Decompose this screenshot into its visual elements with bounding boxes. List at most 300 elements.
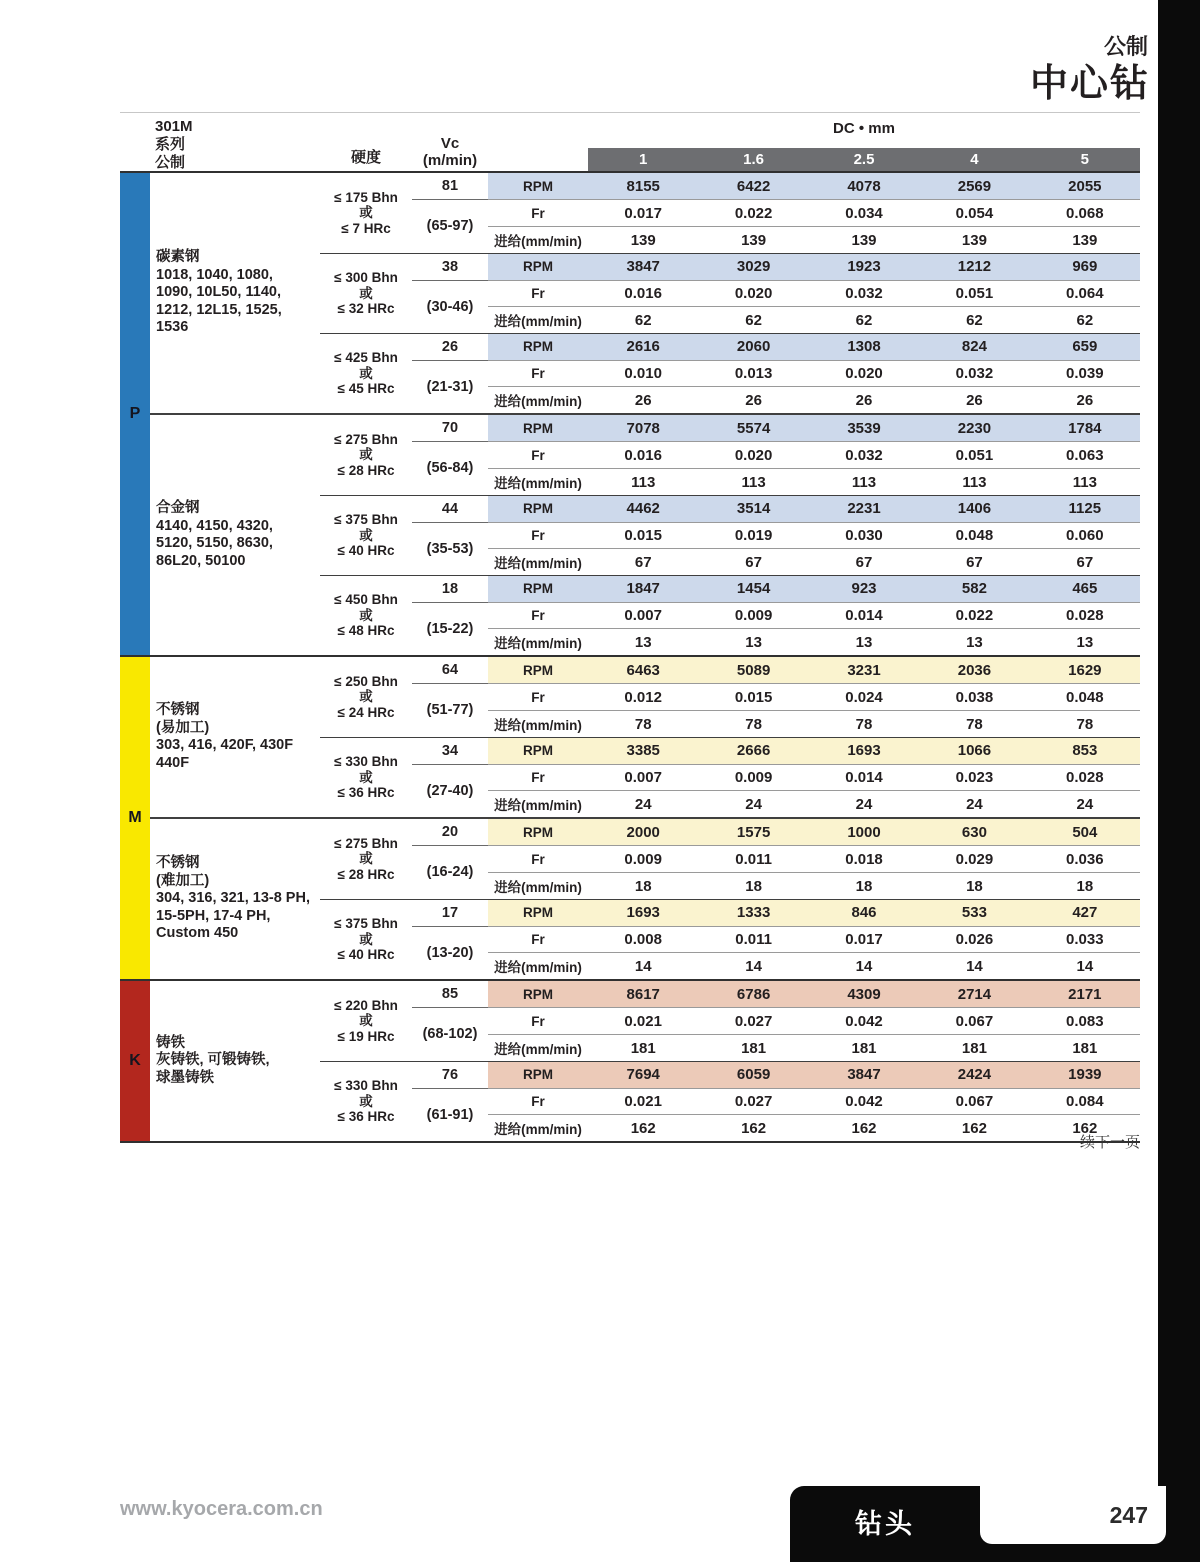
row-label: RPM bbox=[523, 339, 553, 355]
fr-value: 0.051 bbox=[955, 285, 994, 302]
speed-block bbox=[320, 575, 1140, 655]
material-name-line: 碳素钢 bbox=[156, 249, 200, 266]
rpm-value: 1000 bbox=[847, 823, 881, 841]
hardness-range bbox=[320, 657, 412, 737]
feed-value: 162 bbox=[961, 1119, 987, 1137]
rpm-value: 8617 bbox=[626, 985, 660, 1003]
row-label: 进给(mm/min) bbox=[494, 960, 582, 976]
feed-value: 24 bbox=[855, 795, 873, 813]
fr-row bbox=[488, 1007, 1140, 1034]
vc-cell bbox=[412, 657, 488, 737]
hardness-blocks bbox=[320, 657, 1140, 817]
row-label: Fr bbox=[531, 528, 545, 543]
row-label: Fr bbox=[531, 689, 545, 705]
row-label: Fr bbox=[531, 366, 545, 381]
hardness-line: 或 bbox=[359, 1093, 373, 1109]
hardness-range bbox=[320, 738, 412, 817]
hardness-range bbox=[320, 981, 412, 1061]
vc-cell bbox=[412, 334, 488, 413]
row-label: 进给(mm/min) bbox=[494, 314, 582, 330]
vc-cell bbox=[412, 173, 488, 253]
rpm-row bbox=[488, 334, 1140, 360]
fr-value: 0.007 bbox=[624, 769, 662, 786]
hardness-range bbox=[320, 576, 412, 655]
hardness-line: 或 bbox=[359, 607, 373, 623]
material-name-line: 1536 bbox=[156, 319, 189, 336]
fr-value: 0.036 bbox=[1066, 850, 1104, 868]
rpm-value: 582 bbox=[961, 580, 987, 598]
feed-value: 14 bbox=[855, 957, 873, 975]
material-name-line: (难加工) bbox=[156, 872, 210, 889]
vc-cell bbox=[412, 415, 488, 495]
feed-row bbox=[488, 1114, 1140, 1141]
hardness-line: ≤ 275 Bhn bbox=[334, 835, 398, 851]
material-name-line: 15-5PH, 17-4 PH, bbox=[156, 907, 271, 924]
row-label: RPM bbox=[523, 178, 553, 194]
row-label: RPM bbox=[523, 905, 553, 921]
feed-row bbox=[488, 1034, 1140, 1061]
feed-value: 62 bbox=[966, 311, 983, 329]
fr-row bbox=[488, 1088, 1140, 1115]
rpm-value: 6786 bbox=[736, 985, 771, 1003]
section-materials bbox=[150, 657, 1140, 979]
fr-value: 0.015 bbox=[734, 688, 773, 706]
feed-value: 26 bbox=[745, 391, 762, 409]
hardness-line: ≤ 24 HRc bbox=[337, 704, 395, 720]
rpm-value: 4078 bbox=[847, 177, 881, 195]
dc-header: DC • mm bbox=[833, 120, 895, 137]
data-rows bbox=[488, 415, 1140, 495]
material-group bbox=[150, 817, 1140, 979]
material-name-line: 5120, 5150, 8630, bbox=[156, 535, 273, 551]
vc-cell bbox=[412, 819, 488, 899]
row-label: Fr bbox=[531, 770, 545, 785]
section-materials bbox=[150, 173, 1140, 655]
hardness-line: ≤ 375 Bhn bbox=[334, 512, 398, 528]
fr-value: 0.068 bbox=[1066, 204, 1104, 222]
feed-value: 14 bbox=[634, 957, 652, 975]
feed-value: 113 bbox=[1072, 473, 1097, 491]
speed-block bbox=[320, 253, 1140, 333]
feed-value: 78 bbox=[966, 715, 983, 733]
rpm-value: 5574 bbox=[736, 419, 771, 437]
rpm-row bbox=[488, 254, 1140, 280]
hardness-line: ≤ 19 HRc bbox=[337, 1028, 395, 1044]
fr-value: 0.028 bbox=[1066, 607, 1104, 624]
rpm-value: 2060 bbox=[736, 338, 771, 356]
series-label bbox=[155, 118, 193, 172]
fr-value: 0.014 bbox=[845, 769, 883, 786]
feed-value: 18 bbox=[855, 877, 873, 895]
hardness-line: ≤ 40 HRc bbox=[337, 947, 395, 963]
vc-value: 34 bbox=[412, 738, 488, 765]
rpm-value: 1693 bbox=[626, 904, 660, 922]
rpm-value: 1406 bbox=[957, 500, 992, 518]
hardness-range bbox=[320, 415, 412, 495]
hardness-line: 或 bbox=[359, 447, 373, 463]
dc-column-header: 1.6 bbox=[743, 151, 765, 168]
fr-value: 0.051 bbox=[955, 446, 994, 464]
fr-value: 0.042 bbox=[845, 1093, 883, 1110]
material-name-line: (易加工) bbox=[156, 719, 210, 736]
speed-block bbox=[320, 737, 1140, 817]
website-url: www.kyocera.com.cn bbox=[120, 1498, 323, 1520]
rpm-value: 4309 bbox=[847, 985, 881, 1003]
fr-value: 0.016 bbox=[624, 446, 662, 464]
data-rows bbox=[488, 496, 1140, 575]
fr-value: 0.054 bbox=[955, 204, 994, 222]
fr-row bbox=[488, 764, 1140, 791]
rpm-value: 2171 bbox=[1068, 985, 1102, 1003]
material-name-line: 不锈钢 bbox=[156, 855, 200, 872]
material-name-line: 1090, 10L50, 1140, bbox=[156, 284, 281, 301]
data-rows bbox=[488, 819, 1140, 899]
vc-cell bbox=[412, 496, 488, 575]
rpm-value: 3539 bbox=[847, 419, 881, 437]
hardness-line: 或 bbox=[359, 689, 373, 705]
row-label: Fr bbox=[531, 608, 545, 623]
feed-row bbox=[488, 790, 1140, 817]
fr-value: 0.022 bbox=[955, 607, 994, 624]
data-rows bbox=[488, 334, 1140, 413]
feed-value: 62 bbox=[634, 311, 652, 329]
fr-value: 0.018 bbox=[845, 850, 883, 868]
dc-column-header: 5 bbox=[1080, 151, 1089, 168]
rpm-value: 659 bbox=[1072, 338, 1098, 356]
vc-cell bbox=[412, 1062, 488, 1141]
vc-range: (13-20) bbox=[426, 944, 474, 961]
section-letter-M: M bbox=[120, 657, 150, 979]
feed-value: 13 bbox=[745, 633, 762, 651]
hardness-line: 或 bbox=[359, 931, 373, 947]
rpm-value: 4462 bbox=[626, 500, 660, 518]
feed-value: 62 bbox=[745, 311, 762, 329]
dc-column-header: 4 bbox=[970, 151, 979, 168]
fr-value: 0.084 bbox=[1066, 1093, 1104, 1110]
rpm-value: 2424 bbox=[957, 1066, 992, 1084]
cutting-parameters-table bbox=[120, 112, 1140, 1143]
rpm-value: 1212 bbox=[957, 258, 992, 276]
fr-value: 0.039 bbox=[1066, 365, 1104, 382]
vc-value: 85 bbox=[412, 981, 488, 1008]
feed-value: 139 bbox=[1072, 231, 1098, 249]
data-rows bbox=[488, 254, 1140, 333]
material-group bbox=[150, 981, 1140, 1141]
fr-row bbox=[488, 360, 1140, 387]
feed-value: 24 bbox=[745, 795, 762, 813]
row-label: RPM bbox=[523, 743, 553, 759]
rpm-value: 846 bbox=[851, 904, 877, 922]
continued-note: 续下一页 bbox=[1079, 1134, 1140, 1151]
row-label: Fr bbox=[531, 205, 545, 221]
material-name bbox=[150, 415, 320, 655]
fr-row bbox=[488, 199, 1140, 226]
fr-value: 0.013 bbox=[734, 365, 773, 382]
page-edge-strip bbox=[1158, 0, 1200, 1562]
feed-value: 78 bbox=[634, 715, 652, 733]
rpm-value: 5089 bbox=[736, 661, 771, 679]
vc-cell bbox=[412, 981, 488, 1061]
rpm-value: 853 bbox=[1072, 742, 1098, 760]
fr-row bbox=[488, 602, 1140, 629]
rpm-value: 6463 bbox=[626, 661, 660, 679]
rpm-value: 1784 bbox=[1068, 419, 1102, 437]
hardness-line: 或 bbox=[359, 365, 373, 381]
vc-range: (15-22) bbox=[426, 620, 474, 637]
feed-value: 24 bbox=[634, 795, 652, 813]
feed-row bbox=[488, 306, 1140, 333]
row-label: RPM bbox=[523, 420, 553, 436]
material-name-line: 不锈钢 bbox=[156, 702, 200, 718]
fr-value: 0.009 bbox=[734, 769, 773, 786]
hardness-range bbox=[320, 496, 412, 575]
hardness-blocks bbox=[320, 173, 1140, 413]
row-label: RPM bbox=[523, 581, 553, 597]
feed-value: 18 bbox=[634, 877, 652, 895]
feed-value: 67 bbox=[1076, 553, 1094, 571]
rpm-row bbox=[488, 900, 1140, 926]
vc-value: 44 bbox=[412, 496, 488, 523]
hardness-line: ≤ 375 Bhn bbox=[334, 916, 398, 932]
rpm-value: 630 bbox=[961, 823, 987, 841]
rpm-value: 2000 bbox=[626, 823, 660, 841]
row-label: Fr bbox=[531, 851, 545, 867]
material-name-line: 1018, 1040, 1080, bbox=[156, 266, 273, 283]
data-rows bbox=[488, 576, 1140, 655]
hardness-blocks bbox=[320, 981, 1140, 1141]
rpm-value: 2569 bbox=[957, 177, 992, 195]
rpm-value: 3231 bbox=[847, 661, 881, 679]
rpm-value: 504 bbox=[1072, 823, 1098, 841]
vc-value: 18 bbox=[412, 576, 488, 603]
hardness-line: ≤ 330 Bhn bbox=[334, 1078, 398, 1094]
fr-value: 0.021 bbox=[624, 1093, 662, 1110]
material-group bbox=[150, 657, 1140, 817]
fr-row bbox=[488, 280, 1140, 307]
data-rows bbox=[488, 981, 1140, 1061]
rpm-value: 1939 bbox=[1068, 1066, 1102, 1084]
material-name bbox=[150, 173, 320, 413]
fr-row bbox=[488, 926, 1140, 953]
feed-row bbox=[488, 872, 1140, 899]
section-letter-P: P bbox=[120, 173, 150, 655]
rpm-value: 2666 bbox=[736, 742, 771, 760]
feed-value: 13 bbox=[1076, 633, 1094, 651]
feed-value: 18 bbox=[966, 877, 983, 895]
speed-block bbox=[320, 819, 1140, 899]
fr-value: 0.029 bbox=[955, 850, 994, 868]
fr-value: 0.048 bbox=[955, 527, 994, 544]
speed-block bbox=[320, 495, 1140, 575]
feed-row bbox=[488, 628, 1140, 655]
row-label: 进给(mm/min) bbox=[494, 798, 582, 814]
hardness-line: 或 bbox=[359, 285, 373, 301]
chapter-tab-label: 钻头 bbox=[855, 1509, 915, 1539]
vc-range: (30-46) bbox=[426, 298, 474, 315]
rpm-value: 3847 bbox=[626, 258, 660, 276]
feed-value: 67 bbox=[855, 553, 873, 571]
feed-value: 14 bbox=[1076, 957, 1094, 975]
vc-value: 81 bbox=[412, 173, 488, 200]
feed-value: 78 bbox=[745, 715, 762, 733]
rpm-value: 465 bbox=[1072, 580, 1098, 598]
fr-value: 0.060 bbox=[1066, 527, 1104, 544]
rpm-value: 2714 bbox=[957, 985, 992, 1003]
vc-value: 76 bbox=[412, 1062, 488, 1089]
data-rows bbox=[488, 1062, 1140, 1141]
material-name-line: 303, 416, 420F, 430F bbox=[156, 737, 294, 753]
feed-value: 139 bbox=[741, 231, 767, 249]
feed-value: 113 bbox=[851, 473, 877, 491]
row-label: 进给(mm/min) bbox=[494, 556, 582, 572]
fr-value: 0.011 bbox=[735, 931, 772, 948]
material-name-line: 1212, 12L15, 1525, bbox=[156, 301, 282, 318]
material-name-line: 304, 316, 321, 13-8 PH, bbox=[156, 890, 310, 907]
rpm-value: 2055 bbox=[1068, 177, 1102, 195]
rpm-row bbox=[488, 1062, 1140, 1088]
feed-value: 181 bbox=[741, 1039, 767, 1057]
rpm-value: 3847 bbox=[847, 1066, 881, 1084]
hardness-line: 或 bbox=[359, 851, 373, 867]
vc-value: 17 bbox=[412, 900, 488, 927]
dc-diameter-bar bbox=[588, 148, 1140, 171]
fr-row bbox=[488, 441, 1140, 468]
feed-value: 67 bbox=[634, 553, 652, 571]
row-label: 进给(mm/min) bbox=[494, 476, 582, 491]
row-label: 进给(mm/min) bbox=[494, 636, 582, 652]
rpm-value: 1629 bbox=[1068, 661, 1102, 679]
vc-cell bbox=[412, 254, 488, 333]
feed-value: 181 bbox=[630, 1039, 656, 1057]
data-rows bbox=[488, 738, 1140, 817]
rpm-value: 2231 bbox=[847, 500, 881, 518]
vc-cell bbox=[412, 738, 488, 817]
hardness-range bbox=[320, 1062, 412, 1141]
speed-block bbox=[320, 657, 1140, 737]
fr-value: 0.022 bbox=[734, 204, 773, 222]
table-body bbox=[120, 171, 1140, 1143]
hardness-line: ≤ 250 Bhn bbox=[334, 673, 398, 689]
feed-value: 162 bbox=[851, 1119, 877, 1137]
feed-value: 14 bbox=[745, 957, 762, 975]
fr-value: 0.042 bbox=[845, 1012, 883, 1030]
vc-range: (21-31) bbox=[426, 378, 474, 395]
feed-row bbox=[488, 386, 1140, 413]
fr-value: 0.027 bbox=[734, 1012, 773, 1030]
feed-row bbox=[488, 226, 1140, 253]
row-label: Fr bbox=[531, 932, 545, 947]
data-rows bbox=[488, 900, 1140, 979]
rpm-row bbox=[488, 738, 1140, 764]
fr-value: 0.030 bbox=[845, 527, 883, 544]
row-label: 进给(mm/min) bbox=[494, 234, 582, 249]
rpm-value: 1693 bbox=[847, 742, 881, 760]
rpm-value: 6059 bbox=[736, 1066, 771, 1084]
feed-value: 18 bbox=[1076, 877, 1094, 895]
row-label: RPM bbox=[523, 662, 553, 678]
feed-value: 13 bbox=[634, 633, 652, 651]
fr-value: 0.064 bbox=[1066, 285, 1104, 302]
hardness-line: ≤ 28 HRc bbox=[337, 462, 395, 478]
fr-value: 0.032 bbox=[845, 446, 883, 464]
hardness-range bbox=[320, 254, 412, 333]
feed-value: 24 bbox=[1076, 795, 1094, 813]
rpm-value: 8155 bbox=[626, 177, 660, 195]
hardness-line: ≤ 36 HRc bbox=[337, 1109, 395, 1125]
series-line: 公制 bbox=[155, 154, 186, 171]
row-label: RPM bbox=[523, 986, 553, 1002]
hardness-line: ≤ 32 HRc bbox=[337, 301, 395, 317]
fr-value: 0.032 bbox=[955, 365, 994, 382]
rpm-value: 7078 bbox=[626, 419, 660, 437]
feed-value: 113 bbox=[962, 473, 987, 491]
rpm-value: 3385 bbox=[626, 742, 660, 760]
fr-row bbox=[488, 683, 1140, 710]
feed-value: 26 bbox=[634, 391, 652, 409]
rpm-row bbox=[488, 415, 1140, 441]
speed-block bbox=[320, 173, 1140, 253]
rpm-row bbox=[488, 657, 1140, 683]
hardness-line: ≤ 175 Bhn bbox=[334, 189, 398, 205]
vc-range: (56-84) bbox=[426, 460, 474, 477]
row-label: RPM bbox=[523, 259, 553, 275]
row-label: 进给(mm/min) bbox=[494, 394, 582, 410]
rpm-value: 3514 bbox=[736, 500, 771, 518]
row-label: RPM bbox=[523, 501, 553, 517]
row-label: RPM bbox=[523, 1067, 553, 1083]
fr-value: 0.019 bbox=[734, 527, 773, 544]
fr-row bbox=[488, 845, 1140, 872]
hardness-blocks bbox=[320, 415, 1140, 655]
fr-row bbox=[488, 522, 1140, 549]
hardness-line: ≤ 450 Bhn bbox=[334, 592, 398, 608]
feed-value: 62 bbox=[855, 311, 873, 329]
feed-value: 26 bbox=[966, 391, 983, 409]
fr-value: 0.020 bbox=[734, 285, 773, 302]
hardness-range bbox=[320, 900, 412, 979]
hardness-line: 或 bbox=[359, 205, 373, 221]
feed-value: 62 bbox=[1076, 311, 1094, 329]
table-header bbox=[120, 113, 1140, 171]
feed-value: 67 bbox=[966, 553, 983, 571]
fr-value: 0.067 bbox=[955, 1012, 994, 1030]
row-label: Fr bbox=[531, 286, 545, 301]
vc-value: 20 bbox=[412, 819, 488, 846]
rpm-value: 3029 bbox=[736, 258, 771, 276]
row-label: Fr bbox=[531, 447, 545, 463]
material-name bbox=[150, 981, 320, 1141]
feed-value: 181 bbox=[851, 1039, 877, 1057]
hardness-line: ≤ 45 HRc bbox=[337, 381, 395, 397]
feed-value: 162 bbox=[630, 1119, 656, 1137]
dc-column-header: 1 bbox=[639, 151, 648, 168]
feed-value: 139 bbox=[630, 231, 656, 249]
rpm-value: 1333 bbox=[736, 904, 771, 922]
vc-value: 26 bbox=[412, 334, 488, 361]
feed-value: 181 bbox=[1072, 1039, 1098, 1057]
hardness-range bbox=[320, 819, 412, 899]
fr-value: 0.020 bbox=[734, 446, 773, 464]
fr-value: 0.048 bbox=[1066, 688, 1104, 706]
feed-row bbox=[488, 548, 1140, 575]
fr-value: 0.027 bbox=[734, 1093, 773, 1110]
material-name-line: 4140, 4150, 4320, bbox=[156, 517, 273, 534]
hardness-line: 或 bbox=[359, 1013, 373, 1029]
hardness-blocks bbox=[320, 819, 1140, 979]
rpm-value: 6422 bbox=[736, 177, 771, 195]
fr-value: 0.007 bbox=[624, 607, 662, 624]
row-label: 进给(mm/min) bbox=[494, 1042, 582, 1057]
